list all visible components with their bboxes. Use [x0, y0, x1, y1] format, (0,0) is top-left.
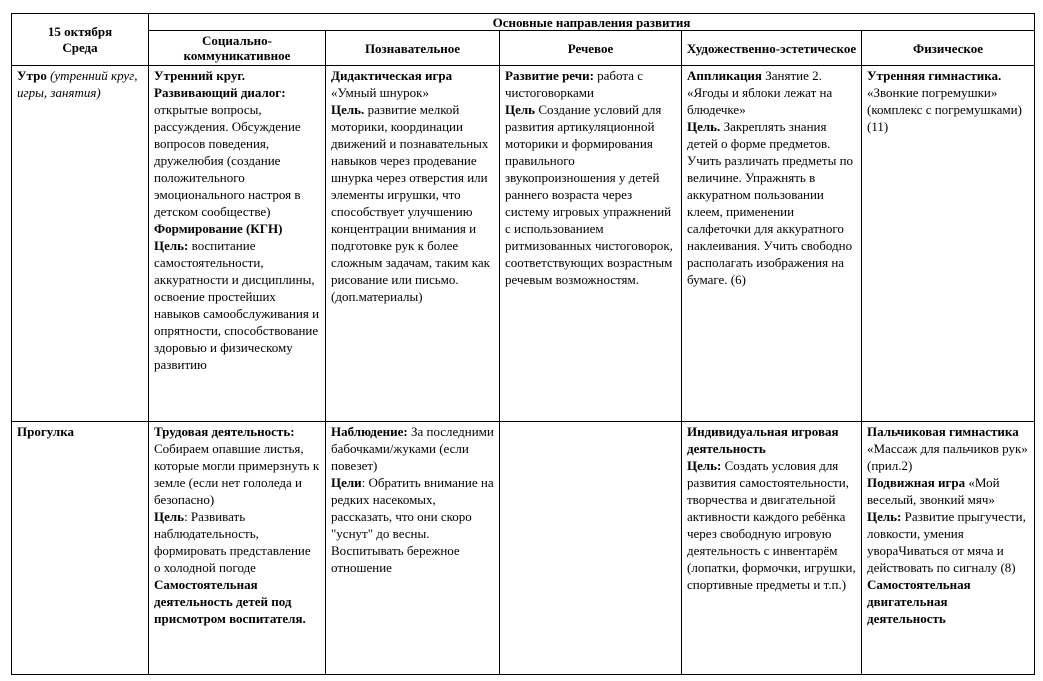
kgn-goal-label: Цель:: [154, 238, 189, 253]
date-text: 15 октября: [47, 24, 113, 39]
finger-gym-text: «Массаж для пальчиков рук» (прил.2): [867, 441, 1028, 473]
speech-topic: работа с чистоговорками: [505, 68, 643, 100]
walk-social-cell: [149, 422, 326, 675]
daily-plan-table: [11, 13, 1035, 675]
morning-label: Утро: [17, 68, 47, 83]
outdoor-game-name: «Мой веселый, звонкий мяч»: [867, 475, 1000, 507]
column-header-physical: Физическое: [862, 31, 1035, 66]
column-header-social: Социально-коммуникативное: [149, 31, 326, 66]
applique-goal-text: Закреплять знания детей о форме предметов. Учить различать предметы по величине. Упражнять в аккуратном пользовании клеем, применении салфеточки для аккуратного наклеивания. Учить свободно располагать изображения на бумаге. (6): [687, 119, 854, 287]
independent-activity: Самостоятельная деятельность детей под присмотром воспитателя.: [154, 577, 306, 626]
morning-cognitive-cell: [326, 66, 500, 422]
morning-physical-cell: [862, 66, 1035, 422]
main-header: Основные направления развития: [149, 14, 1035, 31]
kgn-title: Формирование (КГН): [154, 221, 283, 236]
didactic-goal-label: Цель.: [331, 102, 365, 117]
individual-play-goal-label: Цель:: [687, 458, 722, 473]
outdoor-game-title: Подвижная игра: [867, 475, 966, 490]
walk-label: Прогулка: [17, 424, 75, 439]
outdoor-game-goal-text: Развитие прыгучести, ловкости, умения увораЧиваться от мяча и действовать по сигналу (8): [867, 509, 1026, 575]
column-header-speech: Речевое: [500, 31, 682, 66]
column-header-cognitive: Познавательное: [326, 31, 500, 66]
morning-label-cell: [12, 66, 149, 422]
observation-text: За последними бабочками/жуками (если повезет): [331, 424, 494, 473]
observation-goal-text: : Обратить внимание на редких насекомых, рассказать, что они скоро "уснут" до весны. Воспитывать бережное отношение: [331, 475, 494, 575]
didactic-goal-text: развитие мелкой моторики, координации движений и познавательных навыков через продевание шнурка через отверстия или элементы игрушки, что способствует улучшению концентрации внимания и подготовке рук к более сложным задачам, таким как рисование или письмо.: [331, 102, 490, 287]
labor-goal-label: Цель: [154, 509, 185, 524]
labor-title: Трудовая деятельность:: [154, 424, 295, 439]
speech-goal-label: Цель: [505, 102, 536, 117]
dialog-title: Развивающий диалог:: [154, 85, 286, 100]
applique-goal-label: Цель.: [687, 119, 721, 134]
didactic-materials: (доп.материалы): [331, 289, 423, 304]
column-header-art: Художественно-эстетическое: [682, 31, 862, 66]
speech-title: Развитие речи:: [505, 68, 594, 83]
walk-speech-cell: [500, 422, 682, 675]
labor-goal-text: : Развивать наблюдательность, формировать представление о холодной погоде: [154, 509, 311, 575]
morning-art-cell: [682, 66, 862, 422]
morning-circle-title: Утренний круг.: [154, 68, 246, 83]
observation-title: Наблюдение:: [331, 424, 408, 439]
weekday-text: Среда: [62, 40, 98, 55]
observation-goal-label: Цели: [331, 475, 362, 490]
independent-motor-activity: Самостоятельная двигательная деятельность: [867, 577, 971, 626]
gymnastics-text: «Звонкие погремушки» (комплекс с погремушками) (11): [867, 85, 1022, 134]
labor-text: Собираем опавшие листья, которые могли примерзнуть к земле (если нет гололеда и безопасно): [154, 441, 320, 507]
individual-play-goal-text: Создать условия для развития самостоятельности, творчества и двигательной активности каждого ребёнка через свободную игровую деятельность с инвентарём (лопатки, формочки, игрушки, спортивные предметы и т.п.): [687, 458, 856, 592]
walk-art-cell: [682, 422, 862, 675]
dialog-text: открытые вопросы, рассуждения. Обсуждение вопросов поведения, дружелюбия (создание положительного эмоционального настроя в детском сообществе): [154, 102, 301, 219]
morning-social-cell: [149, 66, 326, 422]
morning-speech-cell: [500, 66, 682, 422]
walk-row: [12, 422, 1035, 675]
applique-lesson: Занятие 2. «Ягоды и яблоки лежат на блюдечке»: [687, 68, 833, 117]
speech-goal-text: Создание условий для развития артикуляционной моторики и формирования правильного звукопроизношения у детей раннего возраста через систему игровых упражнений с использованием ритмизованных чистоговорок, соответствующих возрастным речевым возможностям.: [505, 102, 673, 287]
kgn-goal-text: воспитание самостоятельности, аккуратности и дисциплины, освоение простейших навыков самообслуживания и опрятности, способствование здоровью и физическому развитию: [154, 238, 320, 372]
outdoor-game-goal-label: Цель:: [867, 509, 902, 524]
applique-title: Аппликация: [687, 68, 762, 83]
individual-play-title: Индивидуальная игровая деятельность: [687, 424, 839, 456]
walk-physical-cell: [862, 422, 1035, 675]
didactic-game-title: Дидактическая игра: [331, 68, 453, 83]
date-cell: [12, 14, 149, 66]
gymnastics-title: Утренняя гимнастика.: [867, 68, 1002, 83]
finger-gym-title: Пальчиковая гимнастика: [867, 424, 1019, 439]
morning-row: [12, 66, 1035, 422]
didactic-game-name: «Умный шнурок»: [331, 85, 429, 100]
walk-label-cell: [12, 422, 149, 675]
morning-label-note: (утренний круг, игры, занятия): [17, 68, 138, 100]
plan-table-wrapper: [11, 13, 1034, 674]
walk-cognitive-cell: [326, 422, 500, 675]
